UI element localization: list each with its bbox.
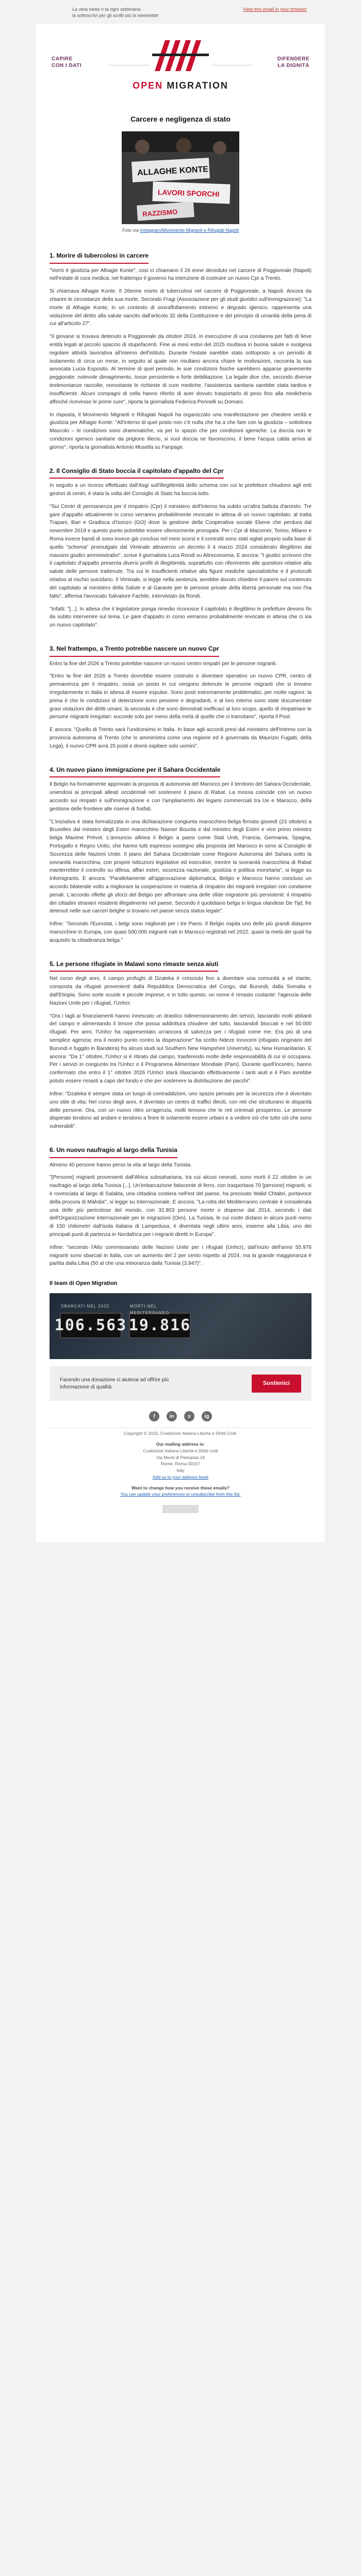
article-section	[50, 950, 311, 1131]
email-container	[36, 24, 325, 1542]
section-heading: 2. Il Consiglio di Stato boccia il capitolato d'appalto del Cpr	[50, 466, 224, 479]
article-section	[50, 242, 311, 452]
stats-counter	[54, 1304, 191, 1338]
email-footer	[50, 1428, 311, 1527]
donate-text: Facendo una donazione ci aiuterai ad offrire più informazione di qualità.	[60, 1377, 169, 1390]
logo-word-migration: MIGRATION	[167, 80, 228, 91]
section-heading: 3. Nel frattempo, a Trento potrebbe nascere un nuovo Cpr	[50, 644, 219, 657]
x-icon[interactable]: x	[184, 1411, 194, 1421]
photo-caption	[50, 227, 311, 234]
footer-address-4: Italy	[176, 1468, 185, 1473]
email-header	[36, 24, 325, 105]
donate-button[interactable]: Sostienici	[252, 1375, 301, 1393]
photo-sign-2: LAVORI SPORCHI	[157, 188, 220, 198]
preheader-text: La vera news ri ta ogni settimana la sottoscrivi per gli scritti più la newsletter	[72, 7, 159, 19]
section-heading: 5. Le persone rifugiate in Malawi sono rimaste senza aiuti	[50, 959, 218, 972]
photo-sign-3: RAZZISMO	[142, 208, 178, 218]
section-paragraph: Si chiamava Alhagie Konte. Il 26enne morto di tubercolosi nel carcere di Poggioreale, a Napoli. Ancora da chiarire le circostanze della sua morte. Secondo Fragi (Associazione per gli studi giuridici sull'immigrazione): "La morte di Alhagie Konte, in un contesto di sovraffollamento estremo e degrado igienico, rappresenta una violazione del diritto alla salute sancito dall'articolo 32 della Costituzione e del principio di umanità della pena di cui all'articolo 27".	[50, 289, 311, 327]
footer-address-1: Coalizione Italiana Libertà e Diritti civili	[143, 1448, 218, 1453]
section-paragraph: "Entro la fine del 2026 a Trento dovrebbe essere costruito e diventare operativo un nuovo CPR, centro di permanenza per il rimpatrio, ossia un posto in cui vengono detenute le persone migranti che si trovano irregolarmente in Italia in attesa di essere espulse. Sono posti estremamente problematici, per molte ragioni: la prima è che le condizioni di detenzione sono pessime e degradanti, e al loro interno sono state documentate gravi violazioni dei diritti umani; la seconda è che sono dimostrati inefficaci al loro scopo, quello di rimpatriare le persone migranti irregolari: succede solo per meno della metà di quelle che ci transitano", riporta il Post.	[50, 673, 311, 720]
footer-change-heading: Want to change how you receive these emails?	[131, 1485, 230, 1490]
logo-wordmark	[36, 80, 325, 91]
stats-banner	[50, 1293, 311, 1359]
instagram-icon[interactable]: ig	[202, 1411, 212, 1421]
article-section	[50, 635, 311, 751]
section-heading: 1. Morire di tubercolosi in carcere	[50, 251, 149, 264]
linkedin-icon[interactable]: in	[167, 1411, 177, 1421]
section-paragraph: "L'iniziativa è stata formalizzata in una dichiarazione congiunta marocchino-belga firmata giovedì (23 ottobre) a Bruxelles dal ministro degli Esteri marocchino Nasser Bourita e dal ministro degli Esteri e vice primo ministro belga Maxime Prévot. L'annuncio allinea il Belgio a paesi come Stati Uniti, Francia, Germania, Spagna, Portogallo e Regno Unito, che hanno tutti espresso sostegno alla proposta del Marocco in seno al Consiglio di Sicurezza delle Nazioni Unite. Il piano del Sahara Occidentale come Regione Autonoma del Sahara sotto la sovranità marocchina, con proprie istituzioni legislative ed esecutive, mentre la sovranità marocchina di Rabat manterrebbe il controllo su difesa, affari esteri, sicurezza nazionale, giustizia e politica monetaria", si legge su Infomigrants. E ancora: "Parallelamente all'approvazione diplomatica, Belgio e Marocco hanno concluso un accordo bilaterale volto a migliorare la cooperazione in materia di rimpatrio dei migranti irregolari con condanne penali. L'accordo riflette gli sforzi del Belgio per affrontare una delle sfide migratorie più persistenti: il rimpatrio dei cittadini stranieri residenti illegalmente nel paese. Secondo il quotidiano belga in lingua olandese De Tijd, fre detenuti nelle sue carceri belghe si trovano nel paese senza status legale".	[50, 819, 311, 914]
facebook-icon[interactable]: f	[149, 1411, 159, 1421]
team-signature: Il team di Open Migration	[50, 1280, 118, 1287]
section-paragraph: "Il giovane si trovava detenuto a Poggioreale da ottobre 2024, in esecuzione di una condanna per fatti di lieve entità legati al piccolo spaccio di stupefacenti. Fine ai mesi estivi del 2025 risultava in buona salute e svolgeva regolare attività lavorativa all'interno dell'istituto. Durante l'estate sarebbe stato sottoposto a un periodo di isolamento di circa un mese, in seguito al quale non risultano ancora chiare le motivazioni, raccontа la sua avvocata Lucia Esposito. Al termine di quel periodo, le sue condizioni fisiche sarebbero apparse gravemente peggiorate: notevole dimagrimento, tosse persistente e forte debilitazione. La legale dice che, secondo diverse testimonianze raccolte, nonostante le richieste di cure mediche, l'assistenza sanitaria sarebbe stata tardiva e insufficiente. Alcuni compagni di cella hanno riferito di aver dovuto trasportarlo di peso fino alla medicheria affinché ricevesse le prime cure", riporta la giornalista Federica Pennelli su Domani.	[50, 334, 311, 405]
social-links	[50, 1406, 311, 1428]
email-body	[36, 105, 325, 1542]
photo-sign-1: ALLAGHE KONTE	[137, 165, 209, 178]
mailchimp-logo-icon	[162, 1505, 199, 1513]
counter-label-deaths: MORTI NEL MEDITERRANEO	[130, 1304, 170, 1315]
caption-link[interactable]: Instagram/Movimento Migranti e Rifugiati Napoli	[140, 227, 239, 233]
view-in-browser-link[interactable]: View this email in your browser	[243, 7, 307, 12]
section-paragraph: "Sui Centri di permanenza per il rimpatrio (Cpr) il ministero dell'Interno ha subito un'altra battuta d'arresto. Tre gare d'appalto attualmente in corso verranno probabilmente revocate in attesa di un nuovo capitolato: al tratta Trapani, Bari e Gradisca d'Isonzo (GO) dove la gestione della Cooperativa sociale Ekene che perdura dal novembre 2019 e questo punto potrebbe essere ulteriormente prorogata. Per i Cpr di Macomer, Torino, Milano e Roma invece bandi di sono invece già conclusi nel mesi scorsi e il contratti sono stati siglati proprio sulla base di quello "schema" promulgato dal Viminale attraverso un decreto il 4 marzo 2024 considerato illegittimo dai massimi giudici amministrativi", scrive il giornalista Luca Rondi su Altreconomia. E ancora: "I giudici scrivono che il capitolato d'appalto presenta diversi profili di illegittimità, soprattutto con riferimento alle questioni relative alla salute delle persone trattenute. Tra cui le insufficienti relative alla figure mediche specialistiche e il protocolli relativo al rischio suicidario. Il Viminale, si legge nella sentenza, avrebbe dovuto chiedere il parere sul contenuto del capitolato al ministero della Salute e al Garante per le persone private della libertà personale ma non l'ha fatto", afferma l'avvocato Salvatore Fachile, intervistato da Rondi.	[50, 503, 311, 599]
counter-arrivals: 106.563	[60, 1313, 122, 1338]
add-to-address-book-link[interactable]: Add us to your address book	[152, 1474, 209, 1480]
section-paragraph: E ancora: "Quello di Trento sarà l'undicesimo in Italia. In base agli accordi presi dal ministero dell'Interno con la provincia autonoma di Trento (che lo amministra come una regione ed è governata da Maurizio Fugatti, della Lega), il nuovo CPR avrà 25 posti e dovrà ospitare solo uomini".	[50, 727, 311, 749]
header-tagline-right: DIFENDERE LA DIGNITÀ	[277, 56, 309, 69]
section-heading: 6. Un nuovo naufragio al largo della Tunisia	[50, 1145, 177, 1158]
article-sections	[50, 242, 311, 1268]
protest-photo	[122, 131, 239, 224]
section-paragraph: Infine: "Secondo l'Eurostat, i belgi sono migliorati per i tre Paesi. Il Belgio ospita uno delle più grandi diaspore marocchine in Europa, con quasi 500.000 migranti nati in Marocco registrati nel 2022, quasi la metà dei quali ha acquisito la cittadinanza belga."	[50, 921, 311, 943]
counter-deaths: 19.816	[129, 1313, 191, 1338]
section-paragraph: Almeno 40 persone hanno perso la vita al largo della Tunisia.	[50, 1162, 192, 1168]
article-title: Carcere e negligenza di stato	[130, 115, 231, 124]
update-preferences-link[interactable]: You can update your preferences or unsubscribe from this list.	[120, 1492, 241, 1497]
footer-mail-heading: Our mailing address is:	[156, 1442, 205, 1447]
article-section	[50, 1136, 311, 1268]
counter-label-arrivals: SBARCATI NEL 2025	[61, 1304, 109, 1309]
section-heading: 4. Un nuovo piano immigrazione per il Sahara Occidentale	[50, 765, 220, 778]
section-paragraph: Entro la fine del 2026 a Trento potrebbe nascere un nuovo centro rimpatri per le persone migranti.	[50, 660, 277, 667]
section-paragraph: In seguito a un ricorso effettuato dall'Asgi sull'illegittimità dello schema con cui le prefetture chiudono agli enti gestori di centri, è stata la volta del Consiglio di Stato ha boccia tutto.	[50, 483, 311, 497]
section-paragraph: "[Persone] migranti provenienti dall'Africa subsahariana, tra cui alcuni neonati, sono morti il 22 ottobre in un naufragio al largo della Tunisia [...]. Un'imbarcazione fatiscente di ferro, con trasportava 70 [persone] migranti, si è rovesciata al largo di Salakta, una cittadina costiera nell'est del paese, ha precisato Walid Chtabri, portavoce della procura di Mahdia", si legge su Internazionale. E ancora: "La rotta del Mediterraneo centrale è considerata una delle più pericolose del mondo, con 32.803 persone morte o disperse dal 2014, secondo i dati dell'Organizzazione internazionale per le migrazioni (Oim). La Tunisia, le cui coste distano in alcuni punti meno di 150 chilometri dall'isola italiana di Lampedusa, è diventata negli ultimi anni, insieme alla Libia, uno dei principali punti di partenza in Nordafrica per i migranti diretti in Europa".	[50, 1175, 311, 1238]
footer-address-3: Rome, Roma 00157	[160, 1461, 201, 1467]
article-section	[50, 756, 311, 945]
open-migration-logo-icon	[142, 35, 219, 77]
preheader	[0, 0, 361, 24]
section-paragraph: "Vorrò è giustizia per Alhagie Konte", così ci chiamano il 26 enne deceduto nel carcere di Poggioreale (Napoli) nell'estate di cura medica; nel frattempo il governo ha intenzione di costruire un nuovo Cpr a Trento.	[50, 267, 311, 282]
section-paragraph: "Infatti: "[...]. In attesa che il legislatore ponga rimedio riconosce il capitolato è illegittimo le prefetture devono fin da subito intervenire sul tema. Le gare d'appalto in corso verranno probabilmente revocate in attesa che ci sia un nuovo capitolato".	[50, 606, 311, 629]
section-paragraph: Infine: "secondo l'Alto commissariato delle Nazioni Unite per i rifugiati (Unhcr), dall'inizio dell'anno 55.976 migranti sono sbarcati in Italia, con un aumento del 2 per cento rispetto al 2024, ma la grande maggioranza è partita dalla Libia (50 al che una minoranza dalla Tunisia (3.947)".	[50, 1244, 311, 1267]
section-paragraph: Il Belgio ha formalmente approvato la proposta di autonomia del Marocco per il territorio del Sahara Occidentale, uniendosi ai principali alleati occidentali nel sostenere il piano di Rabat. La mossa coincide con un nuovo accordo sui rimpatri e sull'immigrazione e con l'ampliamento dei legami commerciali tra Ue e Marocco, della gestione delle frontiere alle riserve di fosfati.	[50, 782, 311, 812]
header-tagline-left: CAPIRE CON I DATI	[52, 56, 82, 69]
footer-copyright: Copyright © 2025, Coalizione Italiana Libertà e Diritti Civili.	[123, 1431, 238, 1436]
footer-address-2: Via Monti di Pietralata 16	[156, 1454, 205, 1460]
section-paragraph: In risposta, il Movimento Migranti e Rifugiati Napoli ha organizzato una manifestazione per chiedere verità e giustizia per Alhagie Konte: "All'interno di quel posto non c'è nulla che ha a che fare con la giustizia – sottolinea Mascolo – le condizioni sono drammatiche, va per lo spazio che per condizioni igieniche. La doccia non le condizioni igienico sanitarie da prigione illecio, si vuol doccia ne favoriscono, il bene l'acqua calda arriva al giorno", riporta la giornalista Antonio Musella su Fanpage.	[50, 412, 311, 450]
donate-box	[50, 1366, 311, 1401]
caption-prefix: Foto via	[122, 227, 140, 233]
section-paragraph: Nel corso degli anni, il campo profughi di Dzaleka è cresciuto fino a diventare una comunità a sé stante, composta da rifugiati provenienti dalla Repubblica Democratica del Congo, dal Burundi, dalla Somalia e dall'Etiopia. Sono sorte scuole e piccole imprese, e in tutto questo, un nome è rimasto costante: l'agenzia delle Nazioni Unite per i rifugiati, l'Unhcr.	[50, 976, 311, 1006]
section-paragraph: "Ora i tagli ai finanziamenti hanno innescato un drastico ridimensionamento dei servizi, lasciando molti abitanti del campo e alimentando il timore che possa addirittura chiudere del tutto, lasciandoli bloccati e nel 50.000 rifugiati. Per anni, l'Unhcr ha rappresentato un'ancora di salvezza per i rifugiati come me. Era più di una semplice agenzia: era il nostro punto contro la disperazione" ha scritto Ndeze Innocent (rifugiato originario del Burundi e fuggito in Bandeira) fra alcuni studi sul Southern New Hampshire University), su New Humanitarian. E ancora: "Da 1° ottobre, l'Unhcr si è ritirato dal campo, trasferendo molte delle responsabilità di cui si occupava. Per i servizi in congiunto tra l'Unhcr e il Programma Alimentare Mondiale (Pam). Durante quell'incontro, hanno confermato che entro il 1° ottobre 2026 l'Unhcr starà rilasciando effettivamente i tanti aiuti e il Pam avrebbe potuto essere rimasti a capo del fondo e che per sostenere la distribuzione dei pacchi".	[50, 1013, 311, 1084]
article-section	[50, 457, 311, 630]
logo-word-open: OPEN	[133, 80, 163, 91]
section-paragraph: Infine: "Dzaleka è sempre stata un luogo di contraddizioni, uno spazio pensato per la sicurezza che è diventato uno stile di vita; Nel corso degli anni, è diventato un centro di traffici illeciti, con reti che strutturano le disparità delle persone. Ora, con un nuovo ritiro un'agenzia, molti temono che le reti criminali prosperino. Le persone disperate tendono ad andare e tendono a finire le solamente essere urbani e a vedere ciò che tutte ciò che sono vulnerabili".	[50, 1091, 311, 1130]
